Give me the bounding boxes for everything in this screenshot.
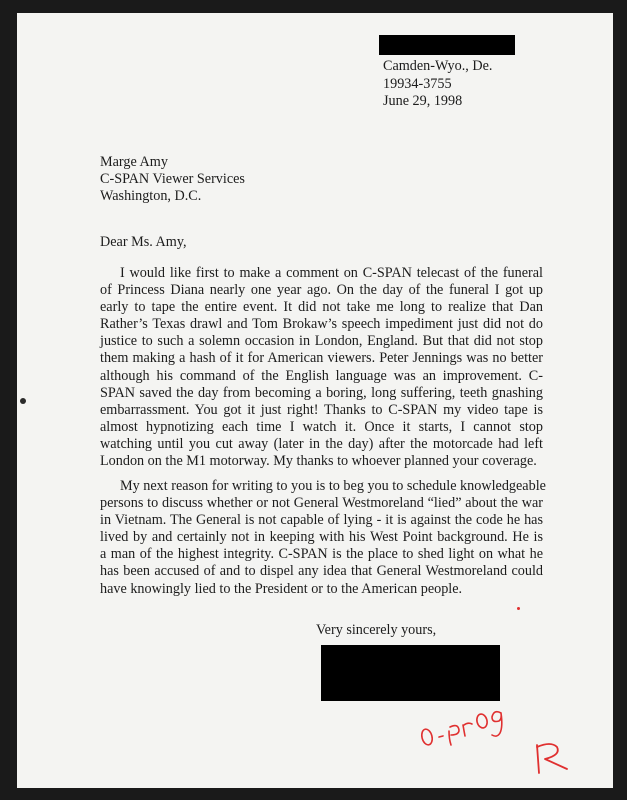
sender-address-zip: 19934-3755 — [383, 76, 452, 92]
recipient-department: C-SPAN Viewer Services — [100, 171, 245, 187]
recipient-city: Washington, D.C. — [100, 188, 202, 204]
paragraph-1 — [100, 265, 543, 470]
paragraph-2-line: lived by and certainly not in keeping with his West Point background. He is — [100, 529, 543, 546]
paragraph-2-line: My next reason for writing to you is to beg you to schedule knowledgeable — [120, 478, 546, 494]
salutation: Dear Ms. Amy, — [100, 234, 187, 250]
paragraph-1-line: almost hypnotizing each time I watch it. Once it starts, I cannot stop — [100, 418, 543, 435]
paragraph-1-line: although his command of the English language was an improvement. C- — [100, 367, 543, 384]
paragraph-2-line: has been accused of and to dispel any idea that General Westmoreland could — [100, 563, 543, 580]
paragraph-2-line: in Vietnam. The General is not capable of lying - it is against the code he has — [100, 512, 543, 529]
paragraph-1-line: Rather’s Texas drawl and Tom Brokaw’s speech impediment just did not do — [100, 316, 543, 333]
recipient-name: Marge Amy — [100, 154, 168, 170]
paragraph-2-line: persons to discuss whether or not General Westmoreland “lied” about the war — [100, 495, 543, 512]
red-mark — [517, 607, 520, 610]
paragraph-1-line: London on the M1 motorway. My thanks to whoever planned your coverage. — [100, 453, 537, 470]
paragraph-1-line: watching until you cut away (later in the day) after the motorcade had left — [100, 435, 543, 452]
paragraph-1-line: early to tape the entire event. It did not take me long to realize that Dan — [100, 299, 543, 316]
paragraph-1-line: justice to such a solemn occasion in London, England. But that did not stop — [100, 333, 543, 350]
paragraph-1-line: of Princess Diana nearly one year ago. On the day of the funeral I got up — [100, 282, 543, 299]
paragraph-1-line: them making a hash of it for American viewers. Peter Jennings was no better — [100, 350, 543, 367]
sender-address-street: Camden-Wyo., De. — [383, 58, 493, 74]
handwritten-note — [397, 673, 597, 783]
letter-page — [17, 13, 613, 788]
paragraph-1-line: I would like first to make a comment on C-SPAN telecast of the funeral — [120, 265, 543, 281]
binder-dot — [20, 398, 26, 404]
redacted-sender-name — [379, 35, 515, 55]
closing: Very sincerely yours, — [316, 622, 437, 638]
letter-date: June 29, 1998 — [383, 93, 463, 109]
paragraph-1-line: embarrassment. You got it just right! Thanks to C-SPAN my video tape is — [100, 401, 543, 418]
paragraph-2-line: have knowingly lied to the President or to the American people. — [100, 580, 463, 597]
paragraph-2 — [100, 478, 546, 598]
paragraph-2-line: a man of the highest integrity. C-SPAN is the place to shed light on what he — [100, 546, 543, 563]
paragraph-1-line: SPAN saved the day from becoming a boring, long suffering, teeth gnashing — [100, 384, 543, 401]
